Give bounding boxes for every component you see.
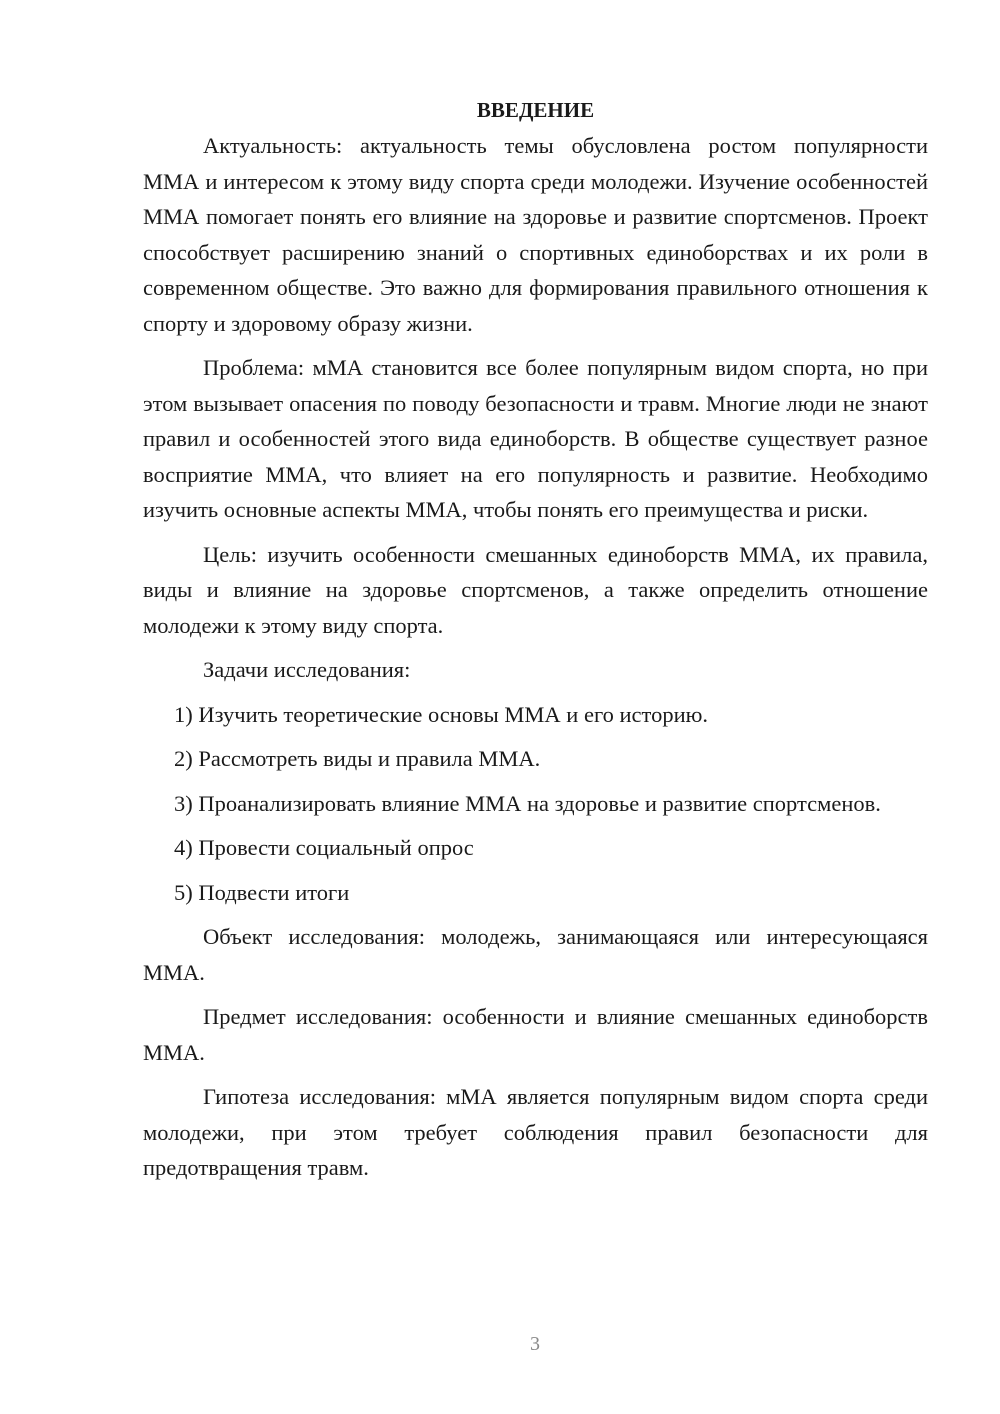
relevance-paragraph: Актуальность: актуальность темы обусловлена ростом популярности ММА и интересом к этому виду спорта среди молодежи. Изучение особенностей ММА помогает понять его влияние на здоровье и развитие спортсменов. Проект способствует расширению знаний о спортивных единоборствах и их роли в современном обществе. Это важно для формирования правильного отношения к спорту и здоровому образу жизни. xyxy=(143,133,928,336)
task-item-1: 1) Изучить теоретические основы ММА и его историю. xyxy=(174,701,709,727)
task-item-4: 4) Провести социальный опрос xyxy=(174,835,474,860)
page-number: 3 xyxy=(530,1333,540,1355)
subject-paragraph: Предмет исследования: особенности и влияние смешанных единоборств ММА. xyxy=(143,1004,928,1065)
problem-paragraph: Проблема: мМА становится все более популярным видом спорта, но при этом вызывает опасения по поводу безопасности и травм. Многие люди не знают правил и особенностей этого вида единоборств. В обществе существует разное восприятие ММА, что влияет на его популярность и развитие. Необходимо изучить основные аспекты ММА, чтобы понять его преимущества и риски. xyxy=(143,355,928,522)
hypothesis-paragraph: Гипотеза исследования: мМА является популярным видом спорта среди молодежи, при этом требует соблюдения правил безопасности для предотвращения травм. xyxy=(143,1084,928,1180)
task-item-5: 5) Подвести итоги xyxy=(174,879,350,905)
task-item-2: 2) Рассмотреть виды и правила ММА. xyxy=(174,746,541,771)
section-heading: ВВЕДЕНИЕ xyxy=(476,98,595,122)
page-content xyxy=(143,92,928,1186)
tasks-list xyxy=(143,697,928,911)
tasks-title: Задачи исследования: xyxy=(203,657,411,682)
object-paragraph: Объект исследования: молодежь, занимающаяся или интересующаяся ММА. xyxy=(143,924,928,985)
goal-paragraph: Цель: изучить особенности смешанных единоборств ММА, их правила, виды и влияние на здоровье спортсменов, а также определить отношение молодежи к этому виду спорта. xyxy=(143,541,928,638)
task-item-3: 3) Проанализировать влияние ММА на здоровье и развитие спортсменов. xyxy=(174,790,881,816)
